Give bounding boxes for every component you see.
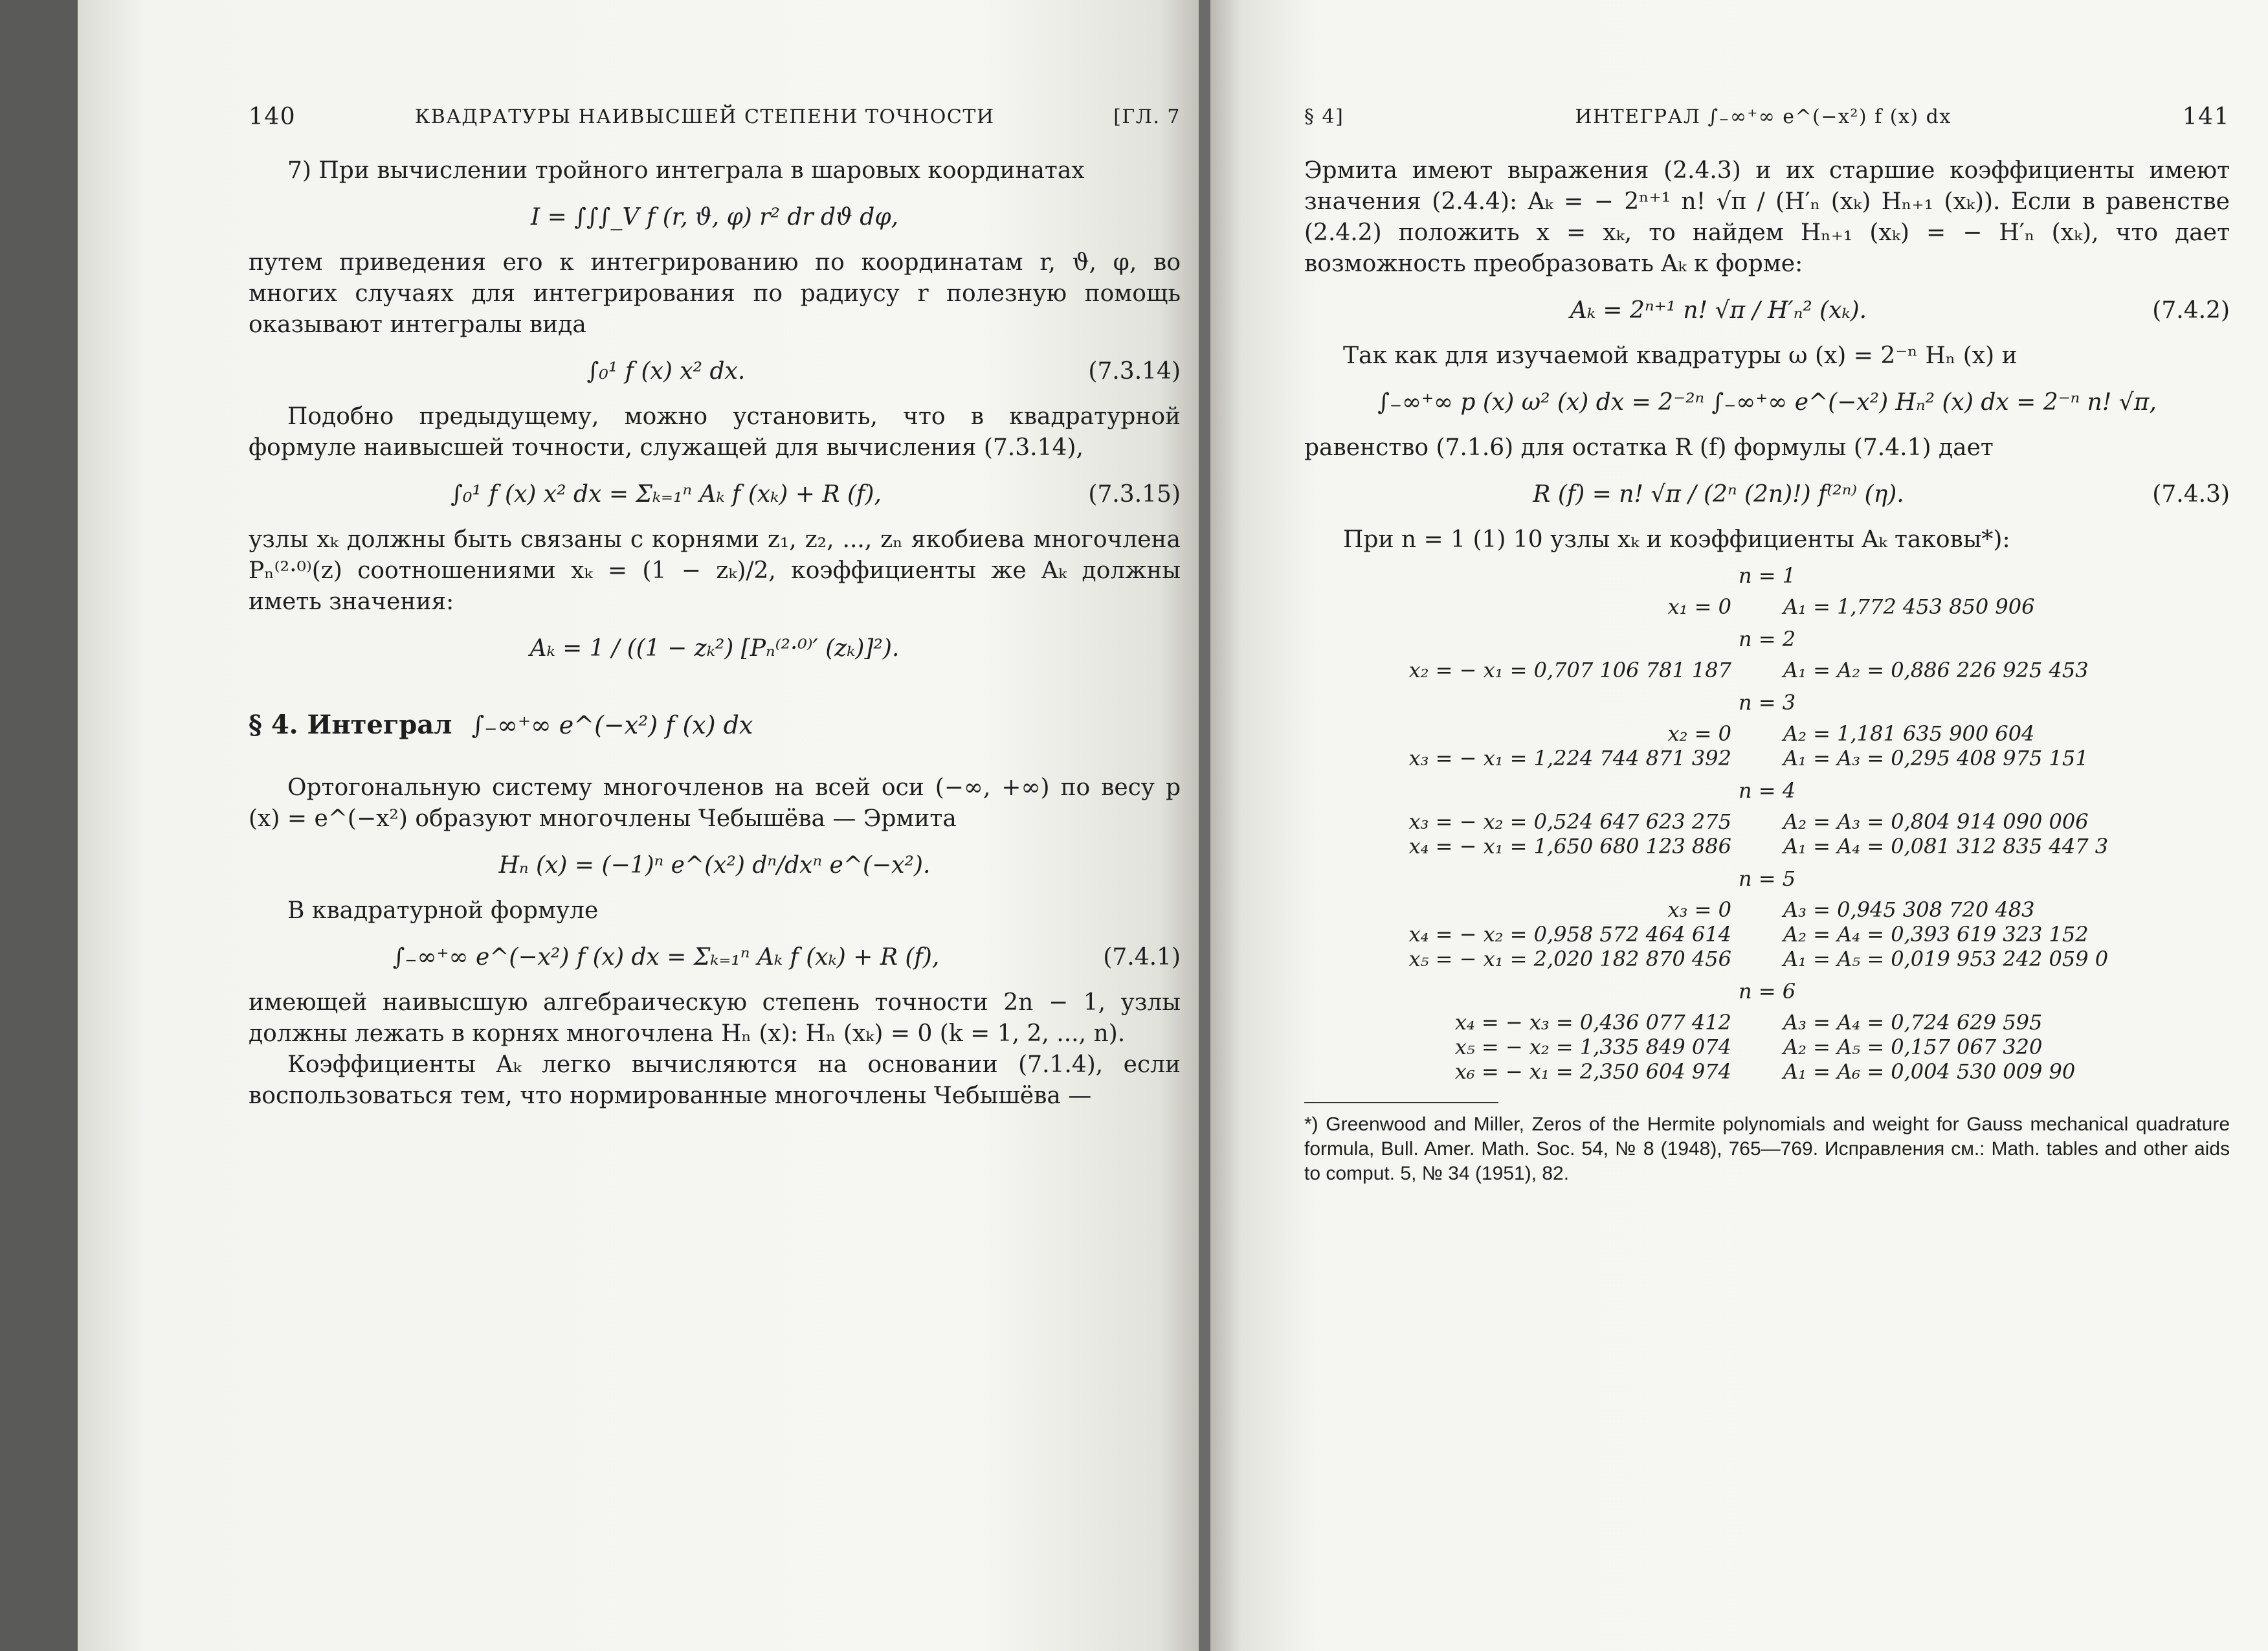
- formula-7-4-1: [249, 934, 1181, 980]
- node-value: x₂ = 0: [1667, 721, 1731, 746]
- node-group: [1304, 563, 2230, 619]
- right-page-content: [1304, 97, 2230, 1186]
- coefficient-value: A₁ = A₂ = 0,886 226 925 453: [1783, 658, 2089, 682]
- formula-norm-expr: ∫₋∞⁺∞ p (x) ω² (x) dx = 2⁻²ⁿ ∫₋∞⁺∞ e^(−x²) Hₙ² (x) dx = 2⁻ⁿ n! √π,: [1377, 388, 2157, 416]
- formula-coefficients-ak: [249, 625, 1181, 671]
- section-heading-label: § 4. Интеграл: [249, 710, 452, 740]
- formula-hermite: [249, 842, 1181, 888]
- page-number-right: 141: [2182, 103, 2230, 130]
- running-head-title-right: ИНТЕГРАЛ ∫₋∞⁺∞ e^(−x²) f (x) dx: [1575, 105, 1951, 128]
- coefficient-value: A₁ = A₆ = 0,004 530 009 90: [1783, 1059, 2076, 1084]
- node-row: [1304, 1059, 2230, 1084]
- equation-number-7-4-2: (7.4.2): [2152, 297, 2230, 324]
- running-head-title: КВАДРАТУРЫ НАИВЫСШЕЙ СТЕПЕНИ ТОЧНОСТИ: [414, 105, 995, 128]
- paragraph-table-intro: При n = 1 (1) 10 узлы xₖ и коэффициенты Aₖ таковы*):: [1343, 526, 2010, 553]
- node-value: x₆ = − x₁ = 2,350 604 974: [1454, 1059, 1731, 1084]
- node-row: [1304, 834, 2230, 859]
- node-value: x₂ = − x₁ = 0,707 106 781 187: [1408, 658, 1731, 682]
- running-head-chapter: [ГЛ. 7: [1113, 105, 1181, 128]
- node-value: x₃ = − x₁ = 1,224 744 871 392: [1408, 746, 1731, 770]
- node-row: [1304, 594, 2230, 619]
- node-group-heading: n = 6: [1738, 979, 1796, 1004]
- node-group: [1304, 866, 2230, 971]
- equation-number-7-4-3: (7.4.3): [2152, 480, 2230, 508]
- section-heading: [249, 710, 1181, 740]
- coefficient-value: A₂ = A₃ = 0,804 914 090 006: [1783, 809, 2089, 834]
- paragraph-reduction: путем приведения его к интегрированию по координатам r, ϑ, φ, во многих случаях для интегрирования по радиусу r полезную помощь оказывают интегралы вида: [249, 249, 1181, 338]
- formula-7-3-14-expr: ∫₀¹ f (x) x² dx.: [586, 357, 746, 385]
- coefficient-value: A₃ = A₄ = 0,724 629 595: [1783, 1010, 2043, 1035]
- node-group-heading: n = 1: [1738, 563, 1796, 588]
- node-value: x₄ = − x₂ = 0,958 572 464 614: [1408, 922, 1731, 947]
- coefficient-value: A₁ = A₃ = 0,295 408 975 151: [1783, 746, 2089, 770]
- running-head-section: § 4]: [1304, 105, 1344, 128]
- node-group-heading: n = 3: [1738, 690, 1796, 715]
- paragraph-hermite-coefficients: Эрмита имеют выражения (2.4.3) и их старшие коэффициенты имеют значения (2.4.4): Aₖ = − 2ⁿ⁺¹ n! √π / (H′ₙ (xₖ) Hₙ₊₁ (xₖ)). Если в равенстве (2.4.2) положить x = xₖ, то найдем Hₙ₊₁ (xₖ) = − H′ₙ (xₖ), что дает возможность преобразовать Aₖ к форме:: [1304, 157, 2230, 277]
- node-group: [1304, 627, 2230, 682]
- node-row: [1304, 658, 2230, 682]
- formula-7-4-1-expr: ∫₋∞⁺∞ e^(−x²) f (x) dx = Σₖ₌₁ⁿ Aₖ f (xₖ) + R (f),: [392, 943, 940, 971]
- paragraph-similar: Подобно предыдущему, можно установить, что в квадратурной формуле наивысшей точности, служащей для вычисления (7.3.14),: [249, 403, 1181, 461]
- node-group: [1304, 778, 2230, 859]
- formula-hermite-expr: Hₙ (x) = (−1)ⁿ e^(x²) dⁿ/dxⁿ e^(−x²).: [498, 851, 931, 879]
- coefficient-value: A₂ = A₅ = 0,157 067 320: [1783, 1035, 2043, 1059]
- formula-triple-integral-expr: I = ∫∫∫_V f (r, ϑ, φ) r² dr dϑ dφ,: [531, 203, 898, 230]
- left-page-content: [249, 97, 1181, 1112]
- node-group: [1304, 979, 2230, 1084]
- paragraph-nodes: узлы xₖ должны быть связаны с корнями z₁, z₂, ..., zₙ якобиева многочлена Pₙ⁽²·⁰⁾(z) соотношениями xₖ = (1 − zₖ)/2, коэффициенты же Aₖ должны иметь значения:: [249, 526, 1181, 615]
- coefficient-value: A₁ = A₄ = 0,081 312 835 447 3: [1783, 834, 2109, 859]
- node-value: x₄ = − x₁ = 1,650 680 123 886: [1408, 834, 1731, 859]
- formula-7-4-2: [1304, 287, 2230, 333]
- equation-number-7-3-14: (7.3.14): [1088, 357, 1181, 385]
- node-row: [1304, 922, 2230, 947]
- coefficient-value: A₃ = 0,945 308 720 483: [1783, 897, 2035, 922]
- paragraph-triple-integral: 7) При вычислении тройного интеграла в шаровых координатах: [287, 157, 1085, 184]
- footnote: *) Greenwood and Miller, Zeros of the Hermite polynomials and weight for Gauss mechanical quadrature formula, Bull. Amer. Math. Soc. 54, № 8 (1948), 765—769. Исправления см.: Math. tables and other aids to comput. 5, № 34 (1951), 82.: [1304, 1114, 2230, 1184]
- node-row: [1304, 1010, 2230, 1035]
- node-value: x₃ = 0: [1667, 897, 1731, 922]
- node-value: x₅ = − x₁ = 2,020 182 870 456: [1408, 947, 1731, 971]
- node-row: [1304, 721, 2230, 746]
- paragraph-orthogonal: Ортогональную систему многочленов на всей оси (−∞, +∞) по весу p (x) = e^(−x²) образуют многочлены Чебышёва — Эрмита: [249, 774, 1181, 832]
- left-page: [78, 0, 1204, 1651]
- node-row: [1304, 947, 2230, 971]
- paragraph-quadrature: В квадратурной формуле: [287, 897, 599, 924]
- right-running-head: [1304, 97, 2230, 136]
- paragraph-remainder: равенство (7.1.6) для остатка R (f) формулы (7.4.1) дает: [1304, 434, 1994, 461]
- coefficient-value: A₁ = 1,772 453 850 906: [1783, 594, 2035, 619]
- node-value: x₃ = − x₂ = 0,524 647 623 275: [1408, 809, 1731, 834]
- node-group-heading: n = 2: [1738, 627, 1796, 651]
- paragraph-coefficients: Коэффициенты Aₖ легко вычисляются на основании (7.1.4), если воспользоваться тем, что нормированные многочлены Чебышёва —: [249, 1051, 1181, 1109]
- coefficient-value: A₁ = A₅ = 0,019 953 242 059 0: [1783, 947, 2109, 971]
- page-number-left: 140: [249, 103, 296, 130]
- left-running-head: [249, 97, 1181, 136]
- equation-number-7-4-1: (7.4.1): [1103, 943, 1181, 971]
- formula-coefficients-ak-expr: Aₖ = 1 / ((1 − zₖ²) [Pₙ⁽²·⁰⁾′ (zₖ)]²).: [529, 635, 900, 662]
- formula-7-3-14: [249, 348, 1181, 394]
- equation-number-7-3-15: (7.3.15): [1088, 480, 1181, 508]
- footnote-divider: [1304, 1102, 1498, 1103]
- paragraph-degree: имеющей наивысшую алгебраическую степень точности 2n − 1, узлы должны лежать в корнях многочлена Hₙ (x): Hₙ (xₖ) = 0 (k = 1, 2, ..., n).: [249, 989, 1181, 1047]
- formula-7-4-2-expr: Aₖ = 2ⁿ⁺¹ n! √π / H′ₙ² (xₖ).: [1570, 297, 1867, 324]
- node-group-heading: n = 5: [1738, 866, 1796, 891]
- node-group-heading: n = 4: [1738, 778, 1796, 803]
- node-row: [1304, 1035, 2230, 1059]
- right-page: [1210, 0, 2268, 1651]
- node-value: x₄ = − x₃ = 0,436 077 412: [1454, 1010, 1731, 1035]
- node-row: [1304, 897, 2230, 922]
- node-value: x₁ = 0: [1667, 594, 1731, 619]
- node-row: [1304, 809, 2230, 834]
- paragraph-weight: Так как для изучаемой квадратуры ω (x) = 2⁻ⁿ Hₙ (x) и: [1343, 343, 2018, 369]
- node-row: [1304, 746, 2230, 770]
- node-value: x₅ = − x₂ = 1,335 849 074: [1454, 1035, 1731, 1059]
- formula-norm: [1304, 379, 2230, 425]
- coefficient-value: A₂ = A₄ = 0,393 619 323 152: [1783, 922, 2089, 947]
- coefficient-value: A₂ = 1,181 635 900 604: [1783, 721, 2035, 746]
- section-heading-formula: ∫₋∞⁺∞ e^(−x²) f (x) dx: [471, 710, 753, 739]
- formula-7-3-15: [249, 471, 1181, 517]
- formula-7-4-3-expr: R (f) = n! √π / (2ⁿ (2n)!) f⁽²ⁿ⁾ (η).: [1533, 480, 1904, 508]
- formula-7-4-3: [1304, 471, 2230, 517]
- formula-triple-integral: [249, 194, 1181, 240]
- nodes-table: [1304, 563, 2230, 1084]
- formula-7-3-15-expr: ∫₀¹ f (x) x² dx = Σₖ₌₁ⁿ Aₖ f (xₖ) + R (f),: [450, 480, 882, 508]
- node-group: [1304, 690, 2230, 770]
